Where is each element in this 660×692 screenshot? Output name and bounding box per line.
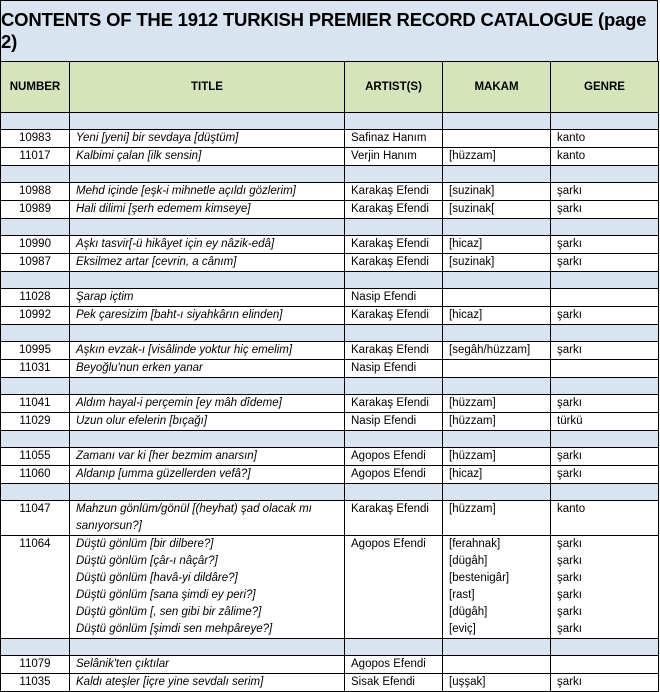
record-makam-cell xyxy=(443,342,551,360)
record-title-cell xyxy=(70,413,345,431)
separator-cell xyxy=(443,113,551,130)
record-title: Pek çaresizim [baht-ı siyahkârın elinden] xyxy=(76,309,283,321)
record-title-cell xyxy=(70,236,345,254)
record-makam-cell xyxy=(443,536,551,639)
record-makam-cell xyxy=(443,501,551,536)
record-artist: Nasip Efendi xyxy=(345,413,443,431)
record-number: 10989 xyxy=(1,201,70,219)
record-makam: [bestenigâr] xyxy=(449,572,510,584)
separator-cell xyxy=(1,484,70,501)
record-number: 11047 xyxy=(1,501,70,536)
record-title: Düştü gönlüm [şimdi sen mehpâreye?] xyxy=(76,623,273,635)
separator-cell xyxy=(443,431,551,448)
separator-row xyxy=(1,484,659,501)
table-row xyxy=(1,674,659,692)
separator-cell xyxy=(345,166,443,183)
record-title: Mahzun gönlüm/gönül [(heyhat) şad olacak mı sanıyorsun?] xyxy=(76,503,312,532)
table-row xyxy=(1,448,659,466)
record-title: Hali dilimi [şerh edemem kimseye] xyxy=(76,203,251,215)
separator-cell xyxy=(70,325,345,342)
record-artist: Agopos Efendi xyxy=(345,466,443,484)
table-row xyxy=(1,183,659,201)
record-artist: Karakaş Efendi xyxy=(345,342,443,360)
table-row xyxy=(1,289,659,307)
record-title: Kalbimi çalan [ilk sensin] xyxy=(76,150,202,162)
separator-cell xyxy=(345,325,443,342)
record-title: Aldanıp [umma güzellerden vefâ?] xyxy=(76,468,251,480)
record-genre-cell xyxy=(551,674,659,692)
separator-cell xyxy=(1,219,70,236)
record-makam: [hüzzam] xyxy=(449,503,496,515)
record-title: Düştü gönlüm [sana şimdi ey peri?] xyxy=(76,589,256,601)
record-genre xyxy=(557,656,652,673)
separator-cell xyxy=(551,113,659,130)
record-makam-cell xyxy=(443,254,551,272)
record-title-cell xyxy=(70,395,345,413)
record-makam-cell xyxy=(443,130,551,148)
record-genre: şarkı xyxy=(557,309,582,321)
record-genre-cell xyxy=(551,501,659,536)
record-makam: [dügâh] xyxy=(449,606,488,618)
record-title-cell xyxy=(70,183,345,201)
record-makam xyxy=(449,360,544,377)
record-number: 11035 xyxy=(1,674,70,692)
separator-cell xyxy=(345,219,443,236)
record-title-cell xyxy=(70,466,345,484)
record-number: 11055 xyxy=(1,448,70,466)
record-genre: şarkı xyxy=(557,468,582,480)
record-genre xyxy=(557,360,652,377)
record-genre-cell xyxy=(551,536,659,639)
header-genre: GENRE xyxy=(551,62,659,113)
record-number: 11028 xyxy=(1,289,70,307)
record-makam xyxy=(449,289,544,306)
separator-cell xyxy=(443,325,551,342)
separator-cell xyxy=(345,113,443,130)
record-artist: Nasip Efendi xyxy=(345,360,443,378)
separator-cell xyxy=(551,272,659,289)
record-makam: [suzinak] xyxy=(449,185,495,197)
record-title-cell xyxy=(70,448,345,466)
separator-cell xyxy=(1,378,70,395)
record-number: 11060 xyxy=(1,466,70,484)
record-genre: şarkı xyxy=(557,538,582,550)
separator-row xyxy=(1,639,659,656)
record-title-cell xyxy=(70,289,345,307)
record-makam-cell xyxy=(443,307,551,325)
record-makam: [segâh/hüzzam] xyxy=(449,344,531,356)
record-number: 11079 xyxy=(1,656,70,674)
separator-cell xyxy=(345,639,443,656)
table-row xyxy=(1,360,659,378)
record-title-cell xyxy=(70,342,345,360)
record-number: 10992 xyxy=(1,307,70,325)
separator-cell xyxy=(443,219,551,236)
separator-cell xyxy=(1,639,70,656)
record-genre: kanto xyxy=(557,503,586,515)
table-row xyxy=(1,254,659,272)
separator-row xyxy=(1,113,659,130)
separator-cell xyxy=(345,378,443,395)
separator-row xyxy=(1,325,659,342)
record-makam: [dügâh] xyxy=(449,555,488,567)
header-number: NUMBER xyxy=(1,62,70,113)
record-title: Aldım hayal-i perçemin [ey mâh dîdeme] xyxy=(76,397,282,409)
record-genre-cell xyxy=(551,183,659,201)
page-title: CONTENTS OF THE 1912 TURKISH PREMIER RECORD CATALOGUE (page 2) xyxy=(0,0,658,62)
separator-row xyxy=(1,378,659,395)
record-genre xyxy=(557,289,652,306)
record-makam-cell xyxy=(443,466,551,484)
record-makam xyxy=(449,656,544,673)
record-makam-cell xyxy=(443,148,551,166)
record-artist: Verjin Hanım xyxy=(345,148,443,166)
record-genre: şarkı xyxy=(557,185,582,197)
header-makam: MAKAM xyxy=(443,62,551,113)
table-row xyxy=(1,413,659,431)
record-title-cell xyxy=(70,501,345,536)
table-row xyxy=(1,236,659,254)
record-title: Uzun olur efelerin [bıçağı] xyxy=(76,415,208,427)
table-row xyxy=(1,501,659,536)
record-genre: şarkı xyxy=(557,344,582,356)
record-makam-cell xyxy=(443,674,551,692)
record-artist: Karakaş Efendi xyxy=(345,395,443,413)
record-number: 10983 xyxy=(1,130,70,148)
table-row xyxy=(1,466,659,484)
table-row xyxy=(1,395,659,413)
record-artist: Karakaş Efendi xyxy=(345,201,443,219)
record-title-cell xyxy=(70,201,345,219)
record-artist: Karakaş Efendi xyxy=(345,307,443,325)
record-makam-cell xyxy=(443,360,551,378)
record-makam-cell xyxy=(443,289,551,307)
separator-cell xyxy=(345,484,443,501)
separator-cell xyxy=(443,484,551,501)
separator-cell xyxy=(443,166,551,183)
separator-cell xyxy=(551,378,659,395)
record-genre: şarkı xyxy=(557,450,582,462)
record-title-cell xyxy=(70,254,345,272)
record-makam: [suzinak] xyxy=(449,256,495,268)
header-row xyxy=(1,62,659,113)
record-artist: Karakaş Efendi xyxy=(345,254,443,272)
separator-cell xyxy=(345,272,443,289)
record-title: Mehd içinde [eşk-i mihnetle açıldı gözlerim] xyxy=(76,185,296,197)
record-genre: şarkı xyxy=(557,589,582,601)
record-makam: [suzinak[ xyxy=(449,203,495,215)
separator-cell xyxy=(1,431,70,448)
record-title: Aşkı tasvir[-ü hikâyet için ey nâzik-edâ] xyxy=(76,238,275,250)
record-artist: Karakaş Efendi xyxy=(345,236,443,254)
record-makam: [hüzzam] xyxy=(449,415,496,427)
separator-cell xyxy=(1,166,70,183)
record-genre: türkü xyxy=(557,415,583,427)
record-genre-cell xyxy=(551,360,659,378)
separator-cell xyxy=(1,113,70,130)
record-artist: Karakaş Efendi xyxy=(345,501,443,536)
record-genre: şarkı xyxy=(557,397,582,409)
separator-cell xyxy=(551,639,659,656)
record-title-cell xyxy=(70,307,345,325)
separator-cell xyxy=(443,639,551,656)
record-title: Aşkın evzak-ı [visâlinde yoktur hiç emelim] xyxy=(76,344,293,356)
record-title-cell xyxy=(70,674,345,692)
separator-row xyxy=(1,431,659,448)
record-makam: [hüzzam] xyxy=(449,150,496,162)
record-title: Düştü gönlüm [bir dilbere?] xyxy=(76,538,214,550)
record-makam xyxy=(449,130,544,147)
separator-cell xyxy=(70,166,345,183)
record-makam: [rast] xyxy=(449,589,475,601)
record-makam: [hüzzam] xyxy=(449,397,496,409)
header-artists: ARTIST(S) xyxy=(345,62,443,113)
record-makam-cell xyxy=(443,448,551,466)
record-makam: [uşşak] xyxy=(449,676,486,688)
record-genre-cell xyxy=(551,201,659,219)
record-genre: şarkı xyxy=(557,238,582,250)
record-makam-cell xyxy=(443,183,551,201)
record-makam-cell xyxy=(443,395,551,413)
record-number: 11029 xyxy=(1,413,70,431)
header-title: TITLE xyxy=(70,62,345,113)
record-genre-cell xyxy=(551,307,659,325)
record-genre-cell xyxy=(551,656,659,674)
record-artist: Nasip Efendi xyxy=(345,289,443,307)
table-row xyxy=(1,536,659,639)
separator-cell xyxy=(70,378,345,395)
record-makam-cell xyxy=(443,413,551,431)
separator-cell xyxy=(70,113,345,130)
separator-cell xyxy=(551,484,659,501)
record-number: 11031 xyxy=(1,360,70,378)
record-artist: Agopos Efendi xyxy=(345,656,443,674)
separator-cell xyxy=(551,431,659,448)
record-number: 10987 xyxy=(1,254,70,272)
record-genre-cell xyxy=(551,466,659,484)
table-row xyxy=(1,130,659,148)
record-title: Zamanı var ki [her bezmim anarsın] xyxy=(76,450,257,462)
table-row xyxy=(1,148,659,166)
record-genre-cell xyxy=(551,148,659,166)
separator-cell xyxy=(70,484,345,501)
record-genre-cell xyxy=(551,342,659,360)
record-makam-cell xyxy=(443,201,551,219)
separator-row xyxy=(1,166,659,183)
record-makam: [hicaz] xyxy=(449,309,483,321)
catalogue-table xyxy=(0,61,659,692)
record-genre: şarkı xyxy=(557,606,582,618)
record-title-cell xyxy=(70,536,345,639)
separator-cell xyxy=(443,272,551,289)
record-number: 10988 xyxy=(1,183,70,201)
table-body xyxy=(1,113,659,692)
table-row xyxy=(1,656,659,674)
record-genre-cell xyxy=(551,413,659,431)
record-title-cell xyxy=(70,360,345,378)
separator-cell xyxy=(443,378,551,395)
record-genre-cell xyxy=(551,289,659,307)
record-genre-cell xyxy=(551,395,659,413)
record-makam: [hüzzam] xyxy=(449,450,496,462)
separator-cell xyxy=(1,272,70,289)
record-number: 11041 xyxy=(1,395,70,413)
record-genre: şarkı xyxy=(557,555,582,567)
separator-row xyxy=(1,272,659,289)
record-title: Düştü gönlüm [havâ-yi dildâre?] xyxy=(76,572,238,584)
table-row xyxy=(1,201,659,219)
record-number: 11017 xyxy=(1,148,70,166)
record-genre: şarkı xyxy=(557,676,582,688)
record-genre: şarkı xyxy=(557,623,582,635)
record-number: 10995 xyxy=(1,342,70,360)
record-title-cell xyxy=(70,148,345,166)
record-artist: Safinaz Hanım xyxy=(345,130,443,148)
separator-cell xyxy=(551,219,659,236)
separator-cell xyxy=(70,639,345,656)
record-makam-cell xyxy=(443,236,551,254)
record-makam-cell xyxy=(443,656,551,674)
separator-cell xyxy=(551,166,659,183)
record-number: 11064 xyxy=(1,536,70,639)
record-title: Yeni [yeni] bir sevdaya [düştüm] xyxy=(76,132,239,144)
separator-cell xyxy=(70,272,345,289)
record-title: Beyoğlu'nun erken yanar xyxy=(76,362,203,374)
separator-cell xyxy=(551,325,659,342)
record-genre-cell xyxy=(551,448,659,466)
record-title: Selânik'ten çıktılar xyxy=(76,658,169,670)
record-genre-cell xyxy=(551,130,659,148)
record-artist: Karakaş Efendi xyxy=(345,183,443,201)
record-title: Düştü gönlüm [çâr-ı nâçâr?] xyxy=(76,555,218,567)
separator-cell xyxy=(345,431,443,448)
separator-row xyxy=(1,219,659,236)
record-number: 10990 xyxy=(1,236,70,254)
record-makam: [ferahnak] xyxy=(449,538,501,550)
record-genre: kanto xyxy=(557,150,586,162)
record-genre: kanto xyxy=(557,132,586,144)
record-genre: şarkı xyxy=(557,256,582,268)
separator-cell xyxy=(70,219,345,236)
record-makam: [hicaz] xyxy=(449,238,483,250)
record-artist: Agopos Efendi xyxy=(345,448,443,466)
table-row xyxy=(1,307,659,325)
record-genre: şarkı xyxy=(557,203,582,215)
record-title: Kaldı ateşler [içre yine sevdalı serim] xyxy=(76,676,264,688)
record-title-cell xyxy=(70,656,345,674)
record-title: Eksilmez artar [cevrin, a cânım] xyxy=(76,256,237,268)
record-genre-cell xyxy=(551,236,659,254)
separator-cell xyxy=(70,431,345,448)
record-genre-cell xyxy=(551,254,659,272)
record-artist: Sisak Efendi xyxy=(345,674,443,692)
record-genre: şarkı xyxy=(557,572,582,584)
record-title-cell xyxy=(70,130,345,148)
record-artist: Agopos Efendi xyxy=(345,536,443,639)
record-title: Düştü gönlüm [, sen gibi bir zâlime?] xyxy=(76,606,262,618)
separator-cell xyxy=(1,325,70,342)
record-makam: [hicaz] xyxy=(449,468,483,480)
record-title: Şarap içtim xyxy=(76,291,134,303)
table-row xyxy=(1,342,659,360)
record-makam: [eviç] xyxy=(449,623,476,635)
